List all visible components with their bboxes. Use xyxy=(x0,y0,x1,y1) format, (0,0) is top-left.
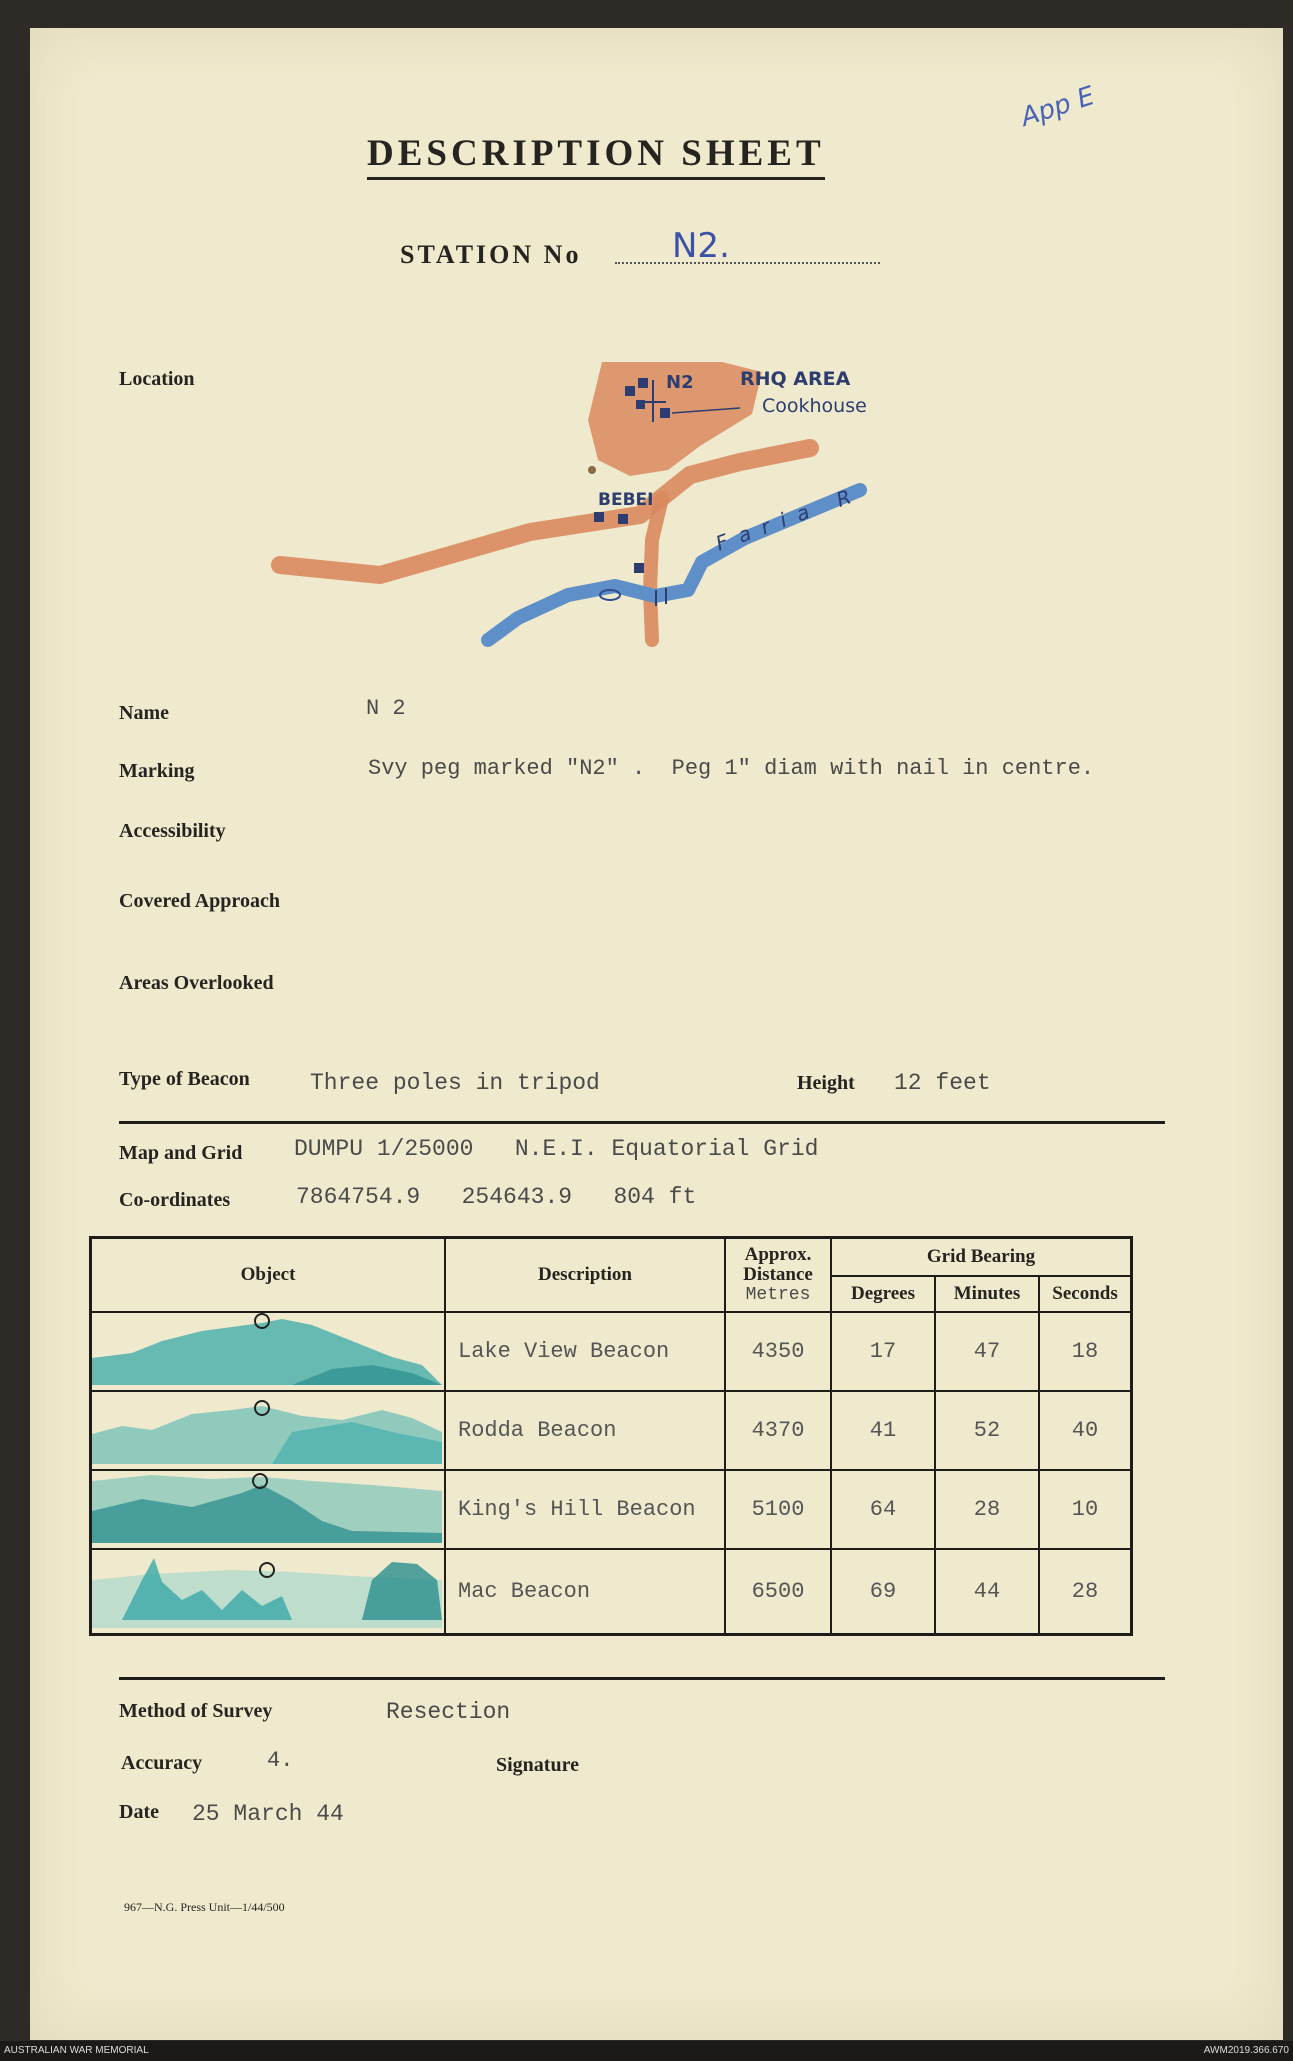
row-degrees: 41 xyxy=(831,1391,935,1470)
grid-bearing-header xyxy=(831,1238,1132,1276)
row-minutes: 52 xyxy=(935,1391,1039,1470)
signature-label: Signature xyxy=(496,1754,579,1776)
road-main xyxy=(280,448,810,575)
road-branch xyxy=(650,498,662,640)
table-row xyxy=(91,1470,1132,1549)
beacon-type-label: Type of Beacon xyxy=(119,1068,250,1090)
object-sketch-cell xyxy=(91,1549,446,1635)
name-value: N 2 xyxy=(366,696,406,721)
distance-header-units: Metres xyxy=(745,1284,811,1305)
row-distance: 5100 xyxy=(725,1470,831,1549)
divider-upper xyxy=(119,1121,1165,1124)
name-label: Name xyxy=(119,702,169,724)
press-imprint: 967—N.G. Press Unit—1/44/500 xyxy=(124,1900,285,1914)
covered-approach-label: Covered Approach xyxy=(119,890,280,912)
degrees-header xyxy=(831,1276,935,1312)
map-grid-label: Map and Grid xyxy=(119,1142,243,1164)
archive-strip xyxy=(0,2041,1293,2061)
coordinates-label: Co-ordinates xyxy=(119,1189,231,1211)
station-number: N2. xyxy=(672,226,730,266)
object-header-text: Object xyxy=(240,1263,296,1285)
seconds-header xyxy=(1039,1276,1132,1312)
map-label-river: Faria R xyxy=(712,480,866,556)
accessibility-label: Accessibility xyxy=(119,820,226,842)
date-value: 25 March 44 xyxy=(192,1801,344,1827)
row-degrees: 17 xyxy=(831,1312,935,1391)
accuracy-label: Accuracy xyxy=(121,1752,203,1774)
minutes-header-text: Minutes xyxy=(953,1282,1021,1304)
divider-lower xyxy=(119,1677,1165,1680)
map-dot xyxy=(588,466,596,474)
coordinates-value: 7864754.9 254643.9 804 ft xyxy=(296,1184,697,1210)
date-label: Date xyxy=(119,1801,159,1823)
rodda-beacon-sketch xyxy=(92,1392,442,1464)
degrees-header-text: Degrees xyxy=(850,1282,915,1304)
method-label: Method of Survey xyxy=(119,1700,273,1722)
height-label: Height xyxy=(797,1072,855,1094)
lake-view-beacon-sketch xyxy=(92,1313,442,1385)
row-degrees: 64 xyxy=(831,1470,935,1549)
table-row xyxy=(91,1391,1132,1470)
object-sketch-cell xyxy=(91,1391,446,1470)
row-description: Rodda Beacon xyxy=(445,1391,725,1470)
areas-overlooked-label: Areas Overlooked xyxy=(119,972,274,994)
description-header xyxy=(445,1238,725,1312)
row-seconds: 28 xyxy=(1039,1549,1132,1635)
distance-header-line1: Approx. xyxy=(744,1243,812,1265)
object-sketch-cell xyxy=(91,1470,446,1549)
archive-source: AUSTRALIAN WAR MEMORIAL xyxy=(4,2045,149,2056)
archive-accession: AWM2019.366.670 xyxy=(1203,2045,1289,2056)
marking-label: Marking xyxy=(119,760,195,782)
description-header-text: Description xyxy=(538,1263,632,1285)
object-header xyxy=(91,1238,446,1312)
row-description: Mac Beacon xyxy=(445,1549,725,1635)
map-label-area: RHQ AREA xyxy=(740,368,851,390)
mac-beacon-sketch xyxy=(92,1550,442,1628)
description-sheet xyxy=(30,28,1283,2040)
page-title: DESCRIPTION SHEET xyxy=(367,132,825,180)
method-value: Resection xyxy=(386,1699,511,1725)
seconds-header-text: Seconds xyxy=(1052,1282,1118,1304)
row-description: King's Hill Beacon xyxy=(445,1470,725,1549)
object-sketch-cell xyxy=(91,1312,446,1391)
row-distance: 4370 xyxy=(725,1391,831,1470)
row-degrees: 69 xyxy=(831,1549,935,1635)
row-seconds: 10 xyxy=(1039,1470,1132,1549)
marking-value: Svy peg marked "N2" . Peg 1" diam with nail in centre. xyxy=(368,756,1095,781)
map-label-village: BEBEI xyxy=(598,490,654,510)
station-label: STATION No xyxy=(400,240,582,269)
accuracy-value: 4. xyxy=(267,1748,294,1773)
row-distance: 6500 xyxy=(725,1549,831,1635)
minutes-header xyxy=(935,1276,1039,1312)
row-description: Lake View Beacon xyxy=(445,1312,725,1391)
bearing-table xyxy=(89,1236,1133,1636)
height-value: 12 feet xyxy=(894,1070,991,1096)
distance-header-line2: Distance xyxy=(743,1263,813,1285)
distance-header xyxy=(725,1238,831,1312)
row-seconds: 40 xyxy=(1039,1391,1132,1470)
location-label: Location xyxy=(119,368,195,390)
table-row xyxy=(91,1312,1132,1391)
row-minutes: 47 xyxy=(935,1312,1039,1391)
margin-note: App E xyxy=(1017,81,1099,133)
table-row xyxy=(91,1549,1132,1635)
row-minutes: 44 xyxy=(935,1549,1039,1635)
map-label-station: N2 xyxy=(666,372,694,393)
grid-bearing-header-text: Grid Bearing xyxy=(926,1245,1036,1267)
beacon-type-value: Three poles in tripod xyxy=(310,1070,600,1096)
kings-hill-beacon-sketch xyxy=(92,1471,442,1543)
row-distance: 4350 xyxy=(725,1312,831,1391)
map-grid-value: DUMPU 1/25000 N.E.I. Equatorial Grid xyxy=(294,1136,819,1162)
row-minutes: 28 xyxy=(935,1470,1039,1549)
map-label-cookhouse: Cookhouse xyxy=(762,395,867,417)
station-dotted-line xyxy=(615,262,880,264)
row-seconds: 18 xyxy=(1039,1312,1132,1391)
